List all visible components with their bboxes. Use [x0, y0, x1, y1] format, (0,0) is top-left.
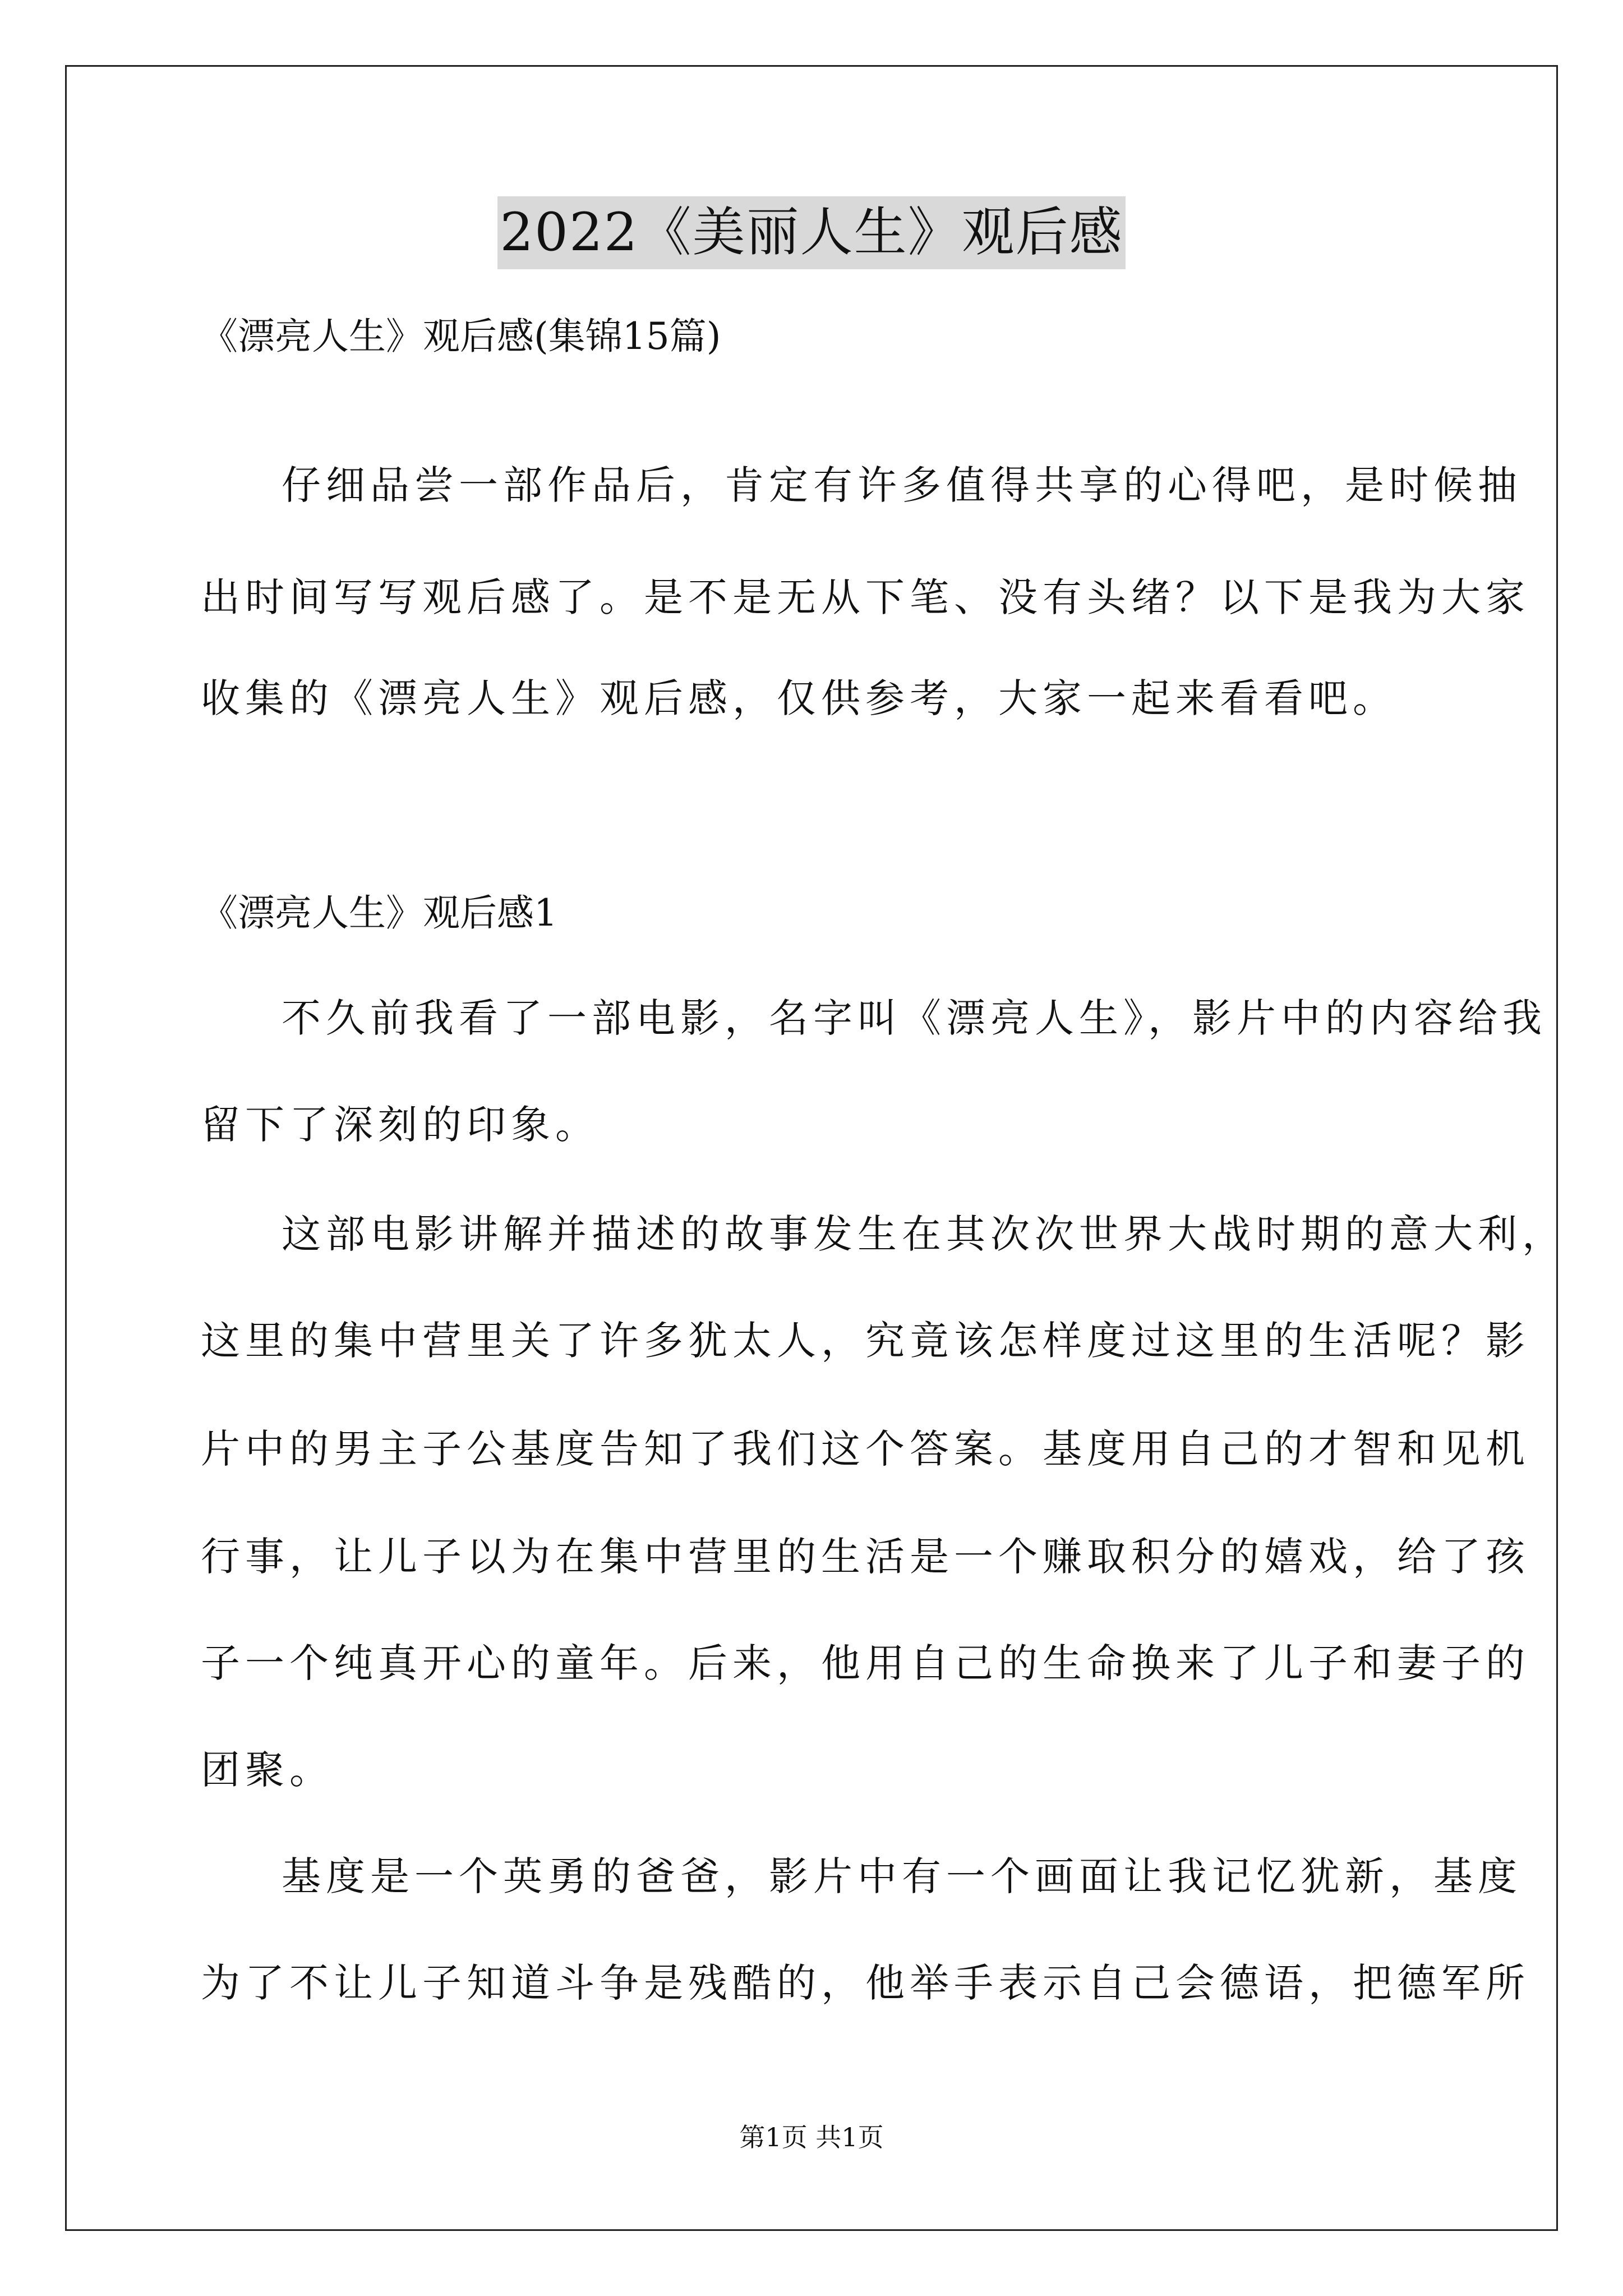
intro-line: 仔细品尝一部作品后，肯定有许多值得共享的心得吧，是时候抽: [282, 462, 1522, 508]
body-line: 子一个纯真开心的童年。后来，他用自己的生命换来了儿子和妻子的: [201, 1640, 1530, 1686]
body-line: 基度是一个英勇的爸爸，影片中有一个画面让我记忆犹新，基度: [282, 1853, 1522, 1899]
body-line: 片中的男主子公基度告知了我们这个答案。基度用自己的才智和见机: [201, 1426, 1530, 1472]
intro-line: 收集的《漂亮人生》观后感，仅供参考，大家一起来看看吧。: [201, 675, 1397, 721]
intro-line: 出时间写写观后感了。是不是无从下笔、没有头绪？以下是我为大家: [201, 574, 1530, 620]
section-heading: 《漂亮人生》观后感1: [201, 891, 557, 935]
document-title: 2022《美丽人生》观后感: [497, 196, 1125, 269]
body-line: 这里的集中营里关了许多犹太人，究竟该怎样度过这里的生活呢？影: [201, 1318, 1530, 1364]
body-line: 行事，让儿子以为在集中营里的生活是一个赚取积分的嬉戏，给了孩: [201, 1534, 1530, 1580]
body-line: 留下了深刻的印象。: [201, 1102, 600, 1148]
body-line: 这部电影讲解并描述的故事发生在其次次世界大战时期的意大利，: [282, 1211, 1566, 1257]
body-line: 为了不让儿子知道斗争是残酷的，他举手表示自己会德语，把德军所: [201, 1960, 1530, 2006]
page-footer: 第1页 共1页: [739, 2122, 884, 2152]
body-line: 不久前我看了一部电影，名字叫《漂亮人生》，影片中的内容给我: [282, 995, 1547, 1041]
body-line: 团聚。: [201, 1747, 334, 1793]
document-subtitle: 《漂亮人生》观后感(集锦15篇): [201, 315, 721, 358]
title-wrapper: [0, 196, 1623, 269]
